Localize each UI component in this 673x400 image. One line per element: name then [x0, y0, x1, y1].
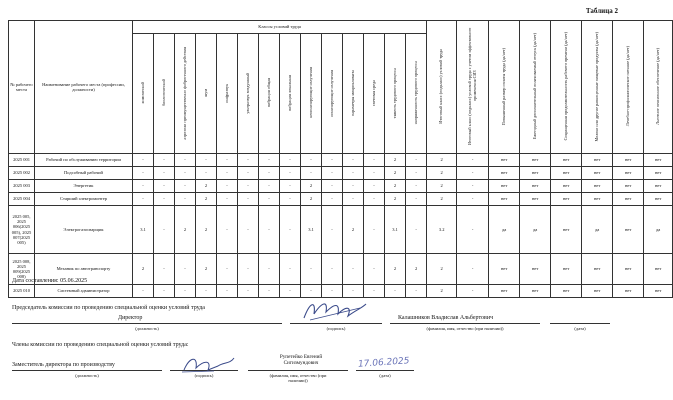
- final-class-siz-cell: -: [457, 206, 489, 254]
- workplace-name-cell: Рабочий по обслуживанию территории: [35, 154, 133, 167]
- member-name-line: [248, 370, 348, 371]
- factor-class-cell: -: [343, 154, 364, 167]
- factor-class-cell: -: [406, 285, 427, 298]
- factor-class-cell: -: [259, 180, 280, 193]
- header-guarantee-shorter-hours: Сокращенная продолжительность рабочего времени (да/нет): [551, 21, 582, 154]
- factor-class-cell: -: [280, 206, 301, 254]
- factor-class-cell: 3.1: [385, 206, 406, 254]
- header-factor-ultrasound: ультразвук воздушный: [238, 34, 259, 154]
- header-final-class: Итоговый класс (подкласс) условий труда: [427, 21, 457, 154]
- factor-class-cell: -: [343, 180, 364, 193]
- factor-class-cell: -: [238, 180, 259, 193]
- guarantee-cell: нет: [613, 167, 644, 180]
- final-class-cell: 2: [427, 180, 457, 193]
- guarantee-cell: нет: [582, 167, 613, 180]
- guarantee-cell: нет: [613, 180, 644, 193]
- table-row: [9, 193, 673, 206]
- chair-caption-position: (должность): [135, 326, 159, 331]
- factor-class-cell: -: [175, 167, 196, 180]
- header-factor-noise: шум: [196, 34, 217, 154]
- factor-class-cell: -: [238, 206, 259, 254]
- workplace-name-cell: Электрогазосварщик: [35, 206, 133, 254]
- member-date-line: [356, 370, 414, 371]
- factor-class-cell: -: [301, 154, 322, 167]
- factor-class-cell: -: [259, 206, 280, 254]
- factor-class-cell: -: [322, 254, 343, 285]
- factor-class-cell: 2: [196, 193, 217, 206]
- table-row: [9, 254, 673, 285]
- workplace-no-cell: 2025 008, 2025 009(2025 008): [9, 254, 35, 285]
- header-factor-severity: тяжесть трудового процесса: [385, 34, 406, 154]
- factor-class-cell: -: [385, 285, 406, 298]
- table-row: [9, 167, 673, 180]
- factor-class-cell: -: [343, 285, 364, 298]
- guarantee-cell: нет: [489, 193, 520, 206]
- guarantee-cell: нет: [644, 254, 673, 285]
- workplace-no-cell: 2025 002: [9, 167, 35, 180]
- chair-name: Калашников Владислав Альбертович: [398, 315, 494, 321]
- factor-class-cell: -: [217, 180, 238, 193]
- factor-class-cell: -: [175, 180, 196, 193]
- sout-summary-table: [8, 20, 673, 298]
- factor-class-cell: -: [154, 206, 175, 254]
- workplace-no-cell: 2025 005, 2025 006(2025 005), 2025 007(2025 005): [9, 206, 35, 254]
- guarantee-cell: нет: [520, 254, 551, 285]
- guarantee-cell: нет: [582, 254, 613, 285]
- header-factor-aerosols: аэрозоли преимущественно фиброгенного действия: [175, 34, 196, 154]
- factor-class-cell: -: [343, 167, 364, 180]
- guarantee-cell: нет: [644, 154, 673, 167]
- factor-class-cell: -: [301, 254, 322, 285]
- factor-class-cell: -: [280, 285, 301, 298]
- guarantee-cell: да: [489, 206, 520, 254]
- header-workplace-name: Наименование рабочего места (профессии, должности): [35, 21, 133, 154]
- factor-class-cell: -: [322, 167, 343, 180]
- factor-class-cell: -: [322, 206, 343, 254]
- member-name-line1: Рупетейко Евгений: [279, 354, 323, 360]
- guarantee-cell: да: [520, 206, 551, 254]
- factor-class-cell: -: [175, 154, 196, 167]
- factor-class-cell: -: [259, 193, 280, 206]
- factor-class-cell: -: [322, 154, 343, 167]
- factor-class-cell: -: [280, 180, 301, 193]
- guarantee-cell: нет: [644, 180, 673, 193]
- chair-caption-signature: (подпись): [326, 326, 346, 331]
- factor-class-cell: 2: [385, 254, 406, 285]
- factor-class-cell: -: [322, 180, 343, 193]
- guarantee-cell: нет: [489, 167, 520, 180]
- final-class-cell: 3.2: [427, 206, 457, 254]
- chair-name-line: [390, 323, 540, 324]
- header-guarantee-milk: Молоко или другие равноценные пищевые продукты (да/нет): [582, 21, 613, 154]
- factor-class-cell: -: [343, 193, 364, 206]
- factor-class-cell: -: [343, 254, 364, 285]
- guarantee-cell: нет: [551, 285, 582, 298]
- member-caption-fio-1: (фамилия, имя, отчество (при: [269, 373, 327, 378]
- header-factor-lighting: световая среда: [364, 34, 385, 154]
- guarantee-cell: нет: [582, 180, 613, 193]
- guarantee-cell: нет: [582, 285, 613, 298]
- factor-class-cell: 2: [196, 254, 217, 285]
- guarantee-cell: нет: [520, 285, 551, 298]
- workplace-no-cell: 2025 001: [9, 154, 35, 167]
- guarantee-cell: нет: [551, 180, 582, 193]
- factor-class-cell: -: [280, 254, 301, 285]
- factor-class-cell: -: [238, 254, 259, 285]
- member-caption-signature: (подпись): [194, 373, 214, 378]
- header-factor-microclimate: параметры микроклимата: [343, 34, 364, 154]
- members-title: Члены комиссии по проведению специальной оценки условий труда:: [12, 342, 189, 348]
- factor-class-cell: -: [154, 180, 175, 193]
- factor-class-cell: -: [154, 193, 175, 206]
- workplace-name-cell: Подсобный рабочий: [35, 167, 133, 180]
- workplace-no-cell: 2025 003: [9, 180, 35, 193]
- factor-class-cell: -: [217, 167, 238, 180]
- factor-class-cell: 2: [196, 206, 217, 254]
- chair-caption-date: (дата): [574, 326, 586, 331]
- factor-class-cell: 2: [385, 180, 406, 193]
- header-factor-intensity: напряженность трудового процесса: [406, 34, 427, 154]
- factor-class-cell: -: [154, 154, 175, 167]
- member-caption-date: (дата): [379, 373, 391, 378]
- factor-class-cell: -: [238, 167, 259, 180]
- table-row: [9, 180, 673, 193]
- workplace-name-cell: Старший электромонтер: [35, 193, 133, 206]
- member-date-handwritten: 17.06.2025: [357, 356, 410, 370]
- guarantee-cell: нет: [551, 154, 582, 167]
- factor-class-cell: -: [280, 167, 301, 180]
- factor-class-cell: 2: [385, 167, 406, 180]
- guarantee-cell: нет: [489, 254, 520, 285]
- workplace-name-cell: Системный администратор: [35, 285, 133, 298]
- chair-caption-fio: (фамилия, имя, отчество (при наличии)): [426, 326, 504, 331]
- workplace-name-cell: Механик по автотранспорту: [35, 254, 133, 285]
- member-caption-position: (должность): [75, 373, 99, 378]
- factor-class-cell: -: [406, 167, 427, 180]
- guarantee-cell: нет: [613, 254, 644, 285]
- factor-class-cell: -: [406, 193, 427, 206]
- member-signature-image: [178, 352, 238, 376]
- factor-class-cell: 2: [385, 154, 406, 167]
- factor-class-cell: 3.1: [301, 206, 322, 254]
- chair-signature-image: [300, 296, 370, 324]
- header-workplace-no: № рабочего места: [9, 21, 35, 154]
- header-guarantee-pay: Повышенный размер оплаты труда (да/нет): [489, 21, 520, 154]
- member-position-line: [12, 370, 162, 371]
- factor-class-cell: -: [406, 206, 427, 254]
- factor-class-cell: -: [301, 285, 322, 298]
- factor-class-cell: 2: [133, 254, 154, 285]
- member-name: [262, 354, 340, 366]
- chair-position-line: [12, 323, 282, 324]
- guarantee-cell: нет: [520, 154, 551, 167]
- header-guarantee-leave: Ежегодный дополнительный оплачиваемый отпуск (да/нет): [520, 21, 551, 154]
- factor-class-cell: -: [175, 285, 196, 298]
- factor-class-cell: -: [406, 180, 427, 193]
- final-class-siz-cell: -: [457, 254, 489, 285]
- chair-position: Директор: [118, 315, 143, 321]
- table-row: [9, 206, 673, 254]
- member-name-line2: Сигизмундович: [283, 360, 319, 366]
- header-factor-nonionizing: неионизирующие излучения: [301, 34, 322, 154]
- guarantee-cell: нет: [520, 167, 551, 180]
- guarantee-cell: нет: [489, 180, 520, 193]
- factor-class-cell: 2: [385, 193, 406, 206]
- factor-class-cell: -: [364, 206, 385, 254]
- guarantee-cell: нет: [489, 285, 520, 298]
- chair-title: Председатель комиссии по проведению специальной оценки условий труда: [12, 305, 205, 311]
- date-line: [12, 278, 87, 284]
- guarantee-cell: нет: [613, 193, 644, 206]
- factor-class-cell: -: [133, 154, 154, 167]
- header-guarantee-food: Лечебно-профилактическое питание (да/нет): [613, 21, 644, 154]
- factor-class-cell: -: [133, 167, 154, 180]
- factor-class-cell: -: [217, 254, 238, 285]
- guarantee-cell: нет: [613, 206, 644, 254]
- date-value: 05.06.2025: [60, 278, 88, 284]
- factor-class-cell: -: [364, 285, 385, 298]
- factor-class-cell: -: [196, 167, 217, 180]
- factor-class-cell: -: [175, 254, 196, 285]
- factor-class-cell: 2: [301, 193, 322, 206]
- final-class-cell: 2: [427, 285, 457, 298]
- workplace-name-cell: Энергетик: [35, 180, 133, 193]
- factor-class-cell: -: [259, 167, 280, 180]
- table-row: [9, 154, 673, 167]
- guarantee-cell: нет: [582, 154, 613, 167]
- final-class-cell: 2: [427, 254, 457, 285]
- workplace-no-cell: 2025 004: [9, 193, 35, 206]
- factor-class-cell: 2: [301, 180, 322, 193]
- header-classes-group: Классы условий труда: [133, 21, 427, 34]
- header-factor-infrasound: инфразвук: [217, 34, 238, 154]
- factor-class-cell: -: [406, 154, 427, 167]
- header-factor-local-vibration: вибрация локальная: [280, 34, 301, 154]
- member-position: Заместитель директора по производству: [12, 362, 115, 368]
- factor-class-cell: -: [196, 154, 217, 167]
- factor-class-cell: -: [364, 167, 385, 180]
- guarantee-cell: нет: [551, 254, 582, 285]
- guarantee-cell: нет: [520, 180, 551, 193]
- guarantee-cell: нет: [613, 285, 644, 298]
- guarantee-cell: нет: [489, 154, 520, 167]
- factor-class-cell: -: [364, 193, 385, 206]
- guarantee-cell: да: [582, 206, 613, 254]
- header-factor-general-vibration: вибрация общая: [259, 34, 280, 154]
- factor-class-cell: 3.1: [133, 206, 154, 254]
- final-class-siz-cell: -: [457, 193, 489, 206]
- final-class-cell: 2: [427, 167, 457, 180]
- factor-class-cell: -: [301, 167, 322, 180]
- guarantee-cell: нет: [551, 193, 582, 206]
- factor-class-cell: -: [238, 193, 259, 206]
- final-class-cell: 2: [427, 193, 457, 206]
- factor-class-cell: -: [217, 154, 238, 167]
- final-class-siz-cell: -: [457, 180, 489, 193]
- final-class-siz-cell: -: [457, 167, 489, 180]
- factor-class-cell: -: [133, 193, 154, 206]
- guarantee-cell: нет: [644, 285, 673, 298]
- guarantee-cell: да: [644, 206, 673, 254]
- date-label: Дата составления:: [12, 278, 59, 284]
- header-factor-chemical: химический: [133, 34, 154, 154]
- header-factor-ionizing: ионизирующие излучения: [322, 34, 343, 154]
- final-class-siz-cell: -: [457, 154, 489, 167]
- header-factor-biological: биологический: [154, 34, 175, 154]
- member-caption-fio-2: наличии)): [288, 378, 308, 383]
- factor-class-cell: -: [154, 285, 175, 298]
- guarantee-cell: нет: [551, 167, 582, 180]
- header-guarantee-pension: Льготное пенсионное обеспечение (да/нет): [644, 21, 673, 154]
- factor-class-cell: 2: [196, 180, 217, 193]
- chair-date-line: [550, 323, 610, 324]
- factor-class-cell: 2: [343, 206, 364, 254]
- factor-class-cell: -: [259, 154, 280, 167]
- factor-class-cell: 2: [406, 254, 427, 285]
- member-caption-fio: [248, 373, 348, 383]
- guarantee-cell: нет: [551, 206, 582, 254]
- factor-class-cell: -: [217, 206, 238, 254]
- header-final-class-siz: Итоговый класс (подкласс) условий труда с учетом эффективного применения СИЗ: [457, 21, 489, 154]
- factor-class-cell: -: [364, 154, 385, 167]
- factor-class-cell: -: [133, 285, 154, 298]
- factor-class-cell: -: [217, 285, 238, 298]
- workplace-no-cell: 2025 010: [9, 285, 35, 298]
- guarantee-cell: нет: [520, 193, 551, 206]
- guarantee-cell: нет: [644, 193, 673, 206]
- factor-class-cell: -: [154, 167, 175, 180]
- factor-class-cell: -: [322, 193, 343, 206]
- factor-class-cell: 2: [175, 206, 196, 254]
- guarantee-cell: нет: [644, 167, 673, 180]
- factor-class-cell: -: [238, 154, 259, 167]
- factor-class-cell: -: [175, 193, 196, 206]
- factor-class-cell: -: [280, 193, 301, 206]
- factor-class-cell: -: [364, 180, 385, 193]
- factor-class-cell: -: [133, 180, 154, 193]
- factor-class-cell: -: [259, 254, 280, 285]
- factor-class-cell: -: [364, 254, 385, 285]
- factor-class-cell: -: [259, 285, 280, 298]
- factor-class-cell: -: [322, 285, 343, 298]
- factor-class-cell: -: [238, 285, 259, 298]
- final-class-siz-cell: -: [457, 285, 489, 298]
- guarantee-cell: нет: [582, 193, 613, 206]
- factor-class-cell: -: [217, 193, 238, 206]
- factor-class-cell: -: [154, 254, 175, 285]
- final-class-cell: 2: [427, 154, 457, 167]
- factor-class-cell: -: [196, 285, 217, 298]
- table-caption: Таблица 2: [585, 7, 618, 15]
- factor-class-cell: -: [280, 154, 301, 167]
- guarantee-cell: нет: [613, 154, 644, 167]
